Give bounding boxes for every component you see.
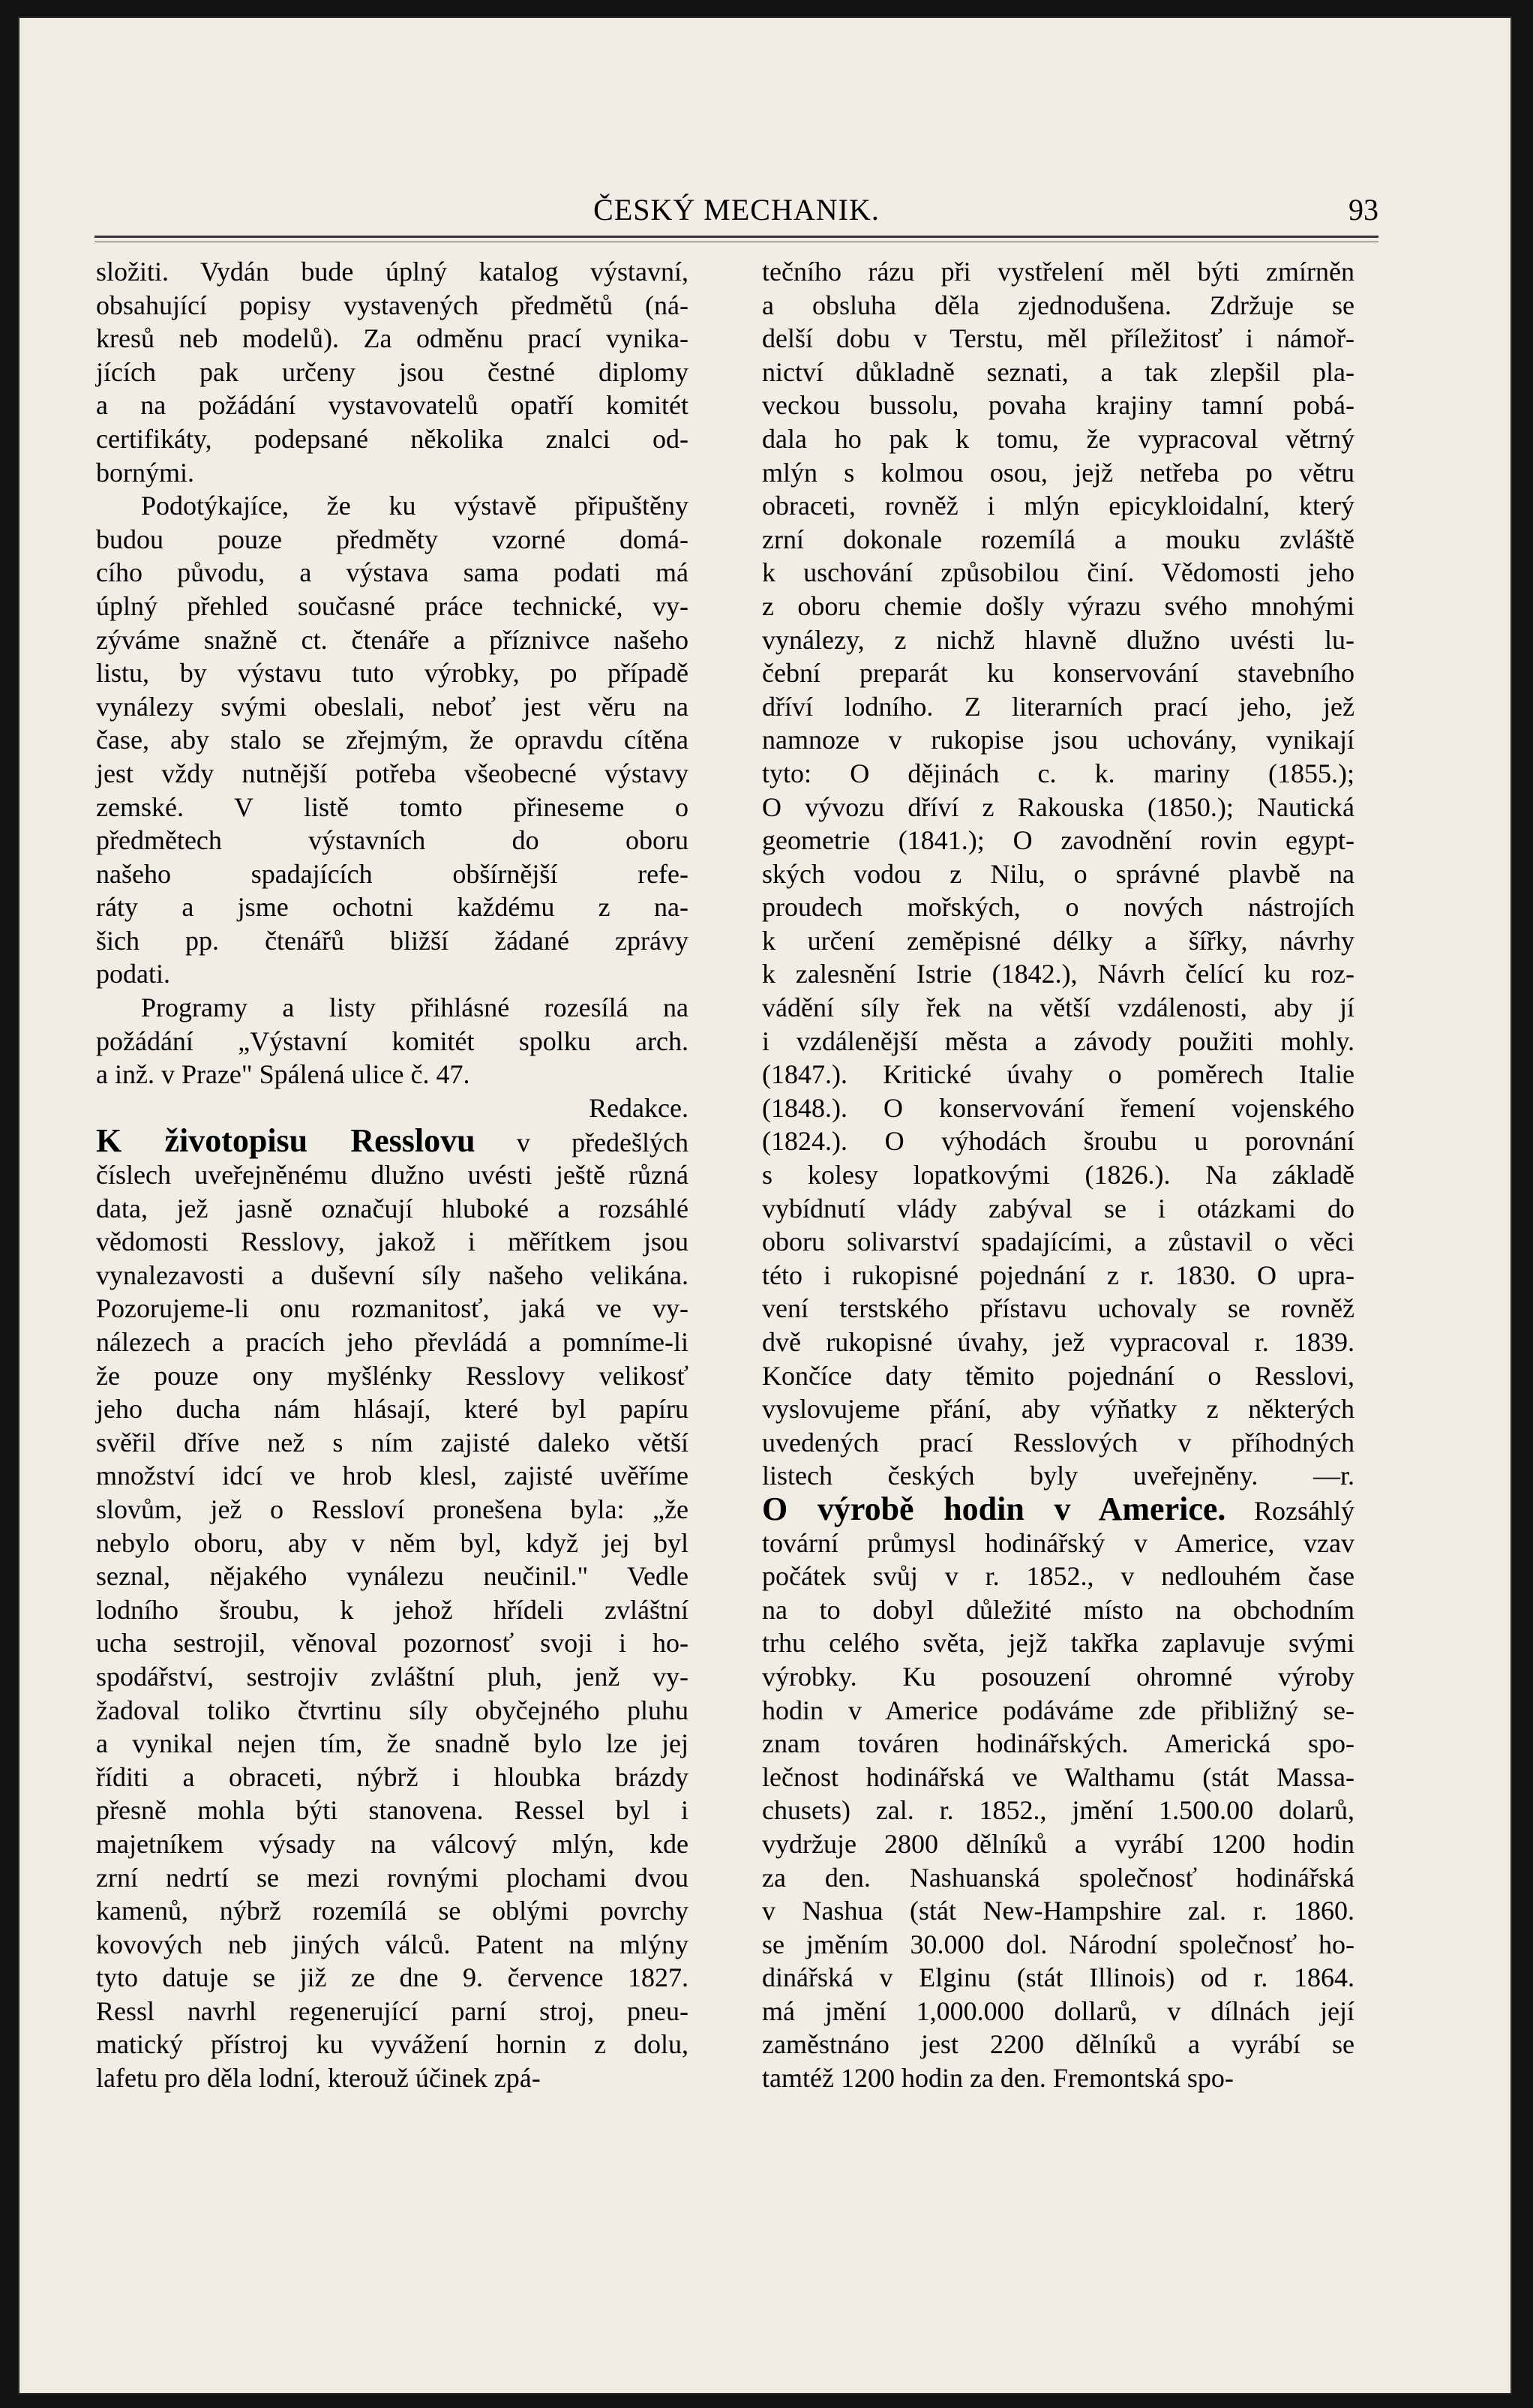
text-line: žadoval toliko čtvrtinu síly obyčejného pluhu [96, 1695, 688, 1725]
text-line: že pouze ony myšlénky Resslovy velikosť [96, 1360, 688, 1391]
text-line: data, jež jasně označují hluboké a rozsáhlé [96, 1193, 688, 1224]
text-line: geometrie (1841.); O zavodnění rovin egypt- [762, 825, 1354, 856]
text-line: dvě rukopisné úvahy, jež vypracoval r. 1839. [762, 1327, 1354, 1357]
section-heading: O výrobě hodin v Americe. [762, 1490, 1226, 1527]
text-line: úplný přehled současné práce technické, vy- [96, 590, 688, 621]
text-line: má jmění 1,000.000 dollarů, v dílnách její [762, 1995, 1354, 2026]
left-column [96, 255, 688, 2095]
text-line: lafetu pro děla lodní, kterouž účinek zpá- [96, 2063, 541, 2094]
text-line: nebylo oboru, aby v něm byl, když jej byl [96, 1527, 688, 1558]
text-line: zýváme snažně ct. čtenáře a příznivce našeho [96, 624, 688, 655]
text-line: matický přístroj ku vyvážení hornin z dolu, [96, 2029, 688, 2060]
text-line: požádání „Výstavní komitét spolku arch. [96, 1025, 688, 1056]
text-line: Programy a listy přihlásné rozesílá na [141, 992, 688, 1023]
text-line: obraceti, rovněž i mlýn epicykloidalní, který [762, 491, 1354, 521]
text-line: uvedených prací Resslových v příhodných [762, 1427, 1354, 1458]
text-line: mlýn s kolmou osou, jejž netřeba po větru [762, 457, 1354, 488]
text-line: ucha sestrojil, věnoval pozornosť svoji i ho- [96, 1628, 688, 1659]
text-line: v Nashua (stát New-Hampshire zal. r. 1860. [762, 1896, 1354, 1926]
text-line: svěřil dříve než s ním zajisté daleko větší [96, 1427, 688, 1458]
text-line: přesně mohla býti stanovena. Ressel byl i [96, 1795, 688, 1826]
text-line: podati. [96, 959, 170, 989]
text-line: na to dobyl důležité místo na obchodním [762, 1594, 1354, 1625]
text-line: O vývozu dříví z Rakouska (1850.); Nautická [762, 791, 1354, 822]
text-line: vynalezavosti a duševní síly našeho velikána. [96, 1260, 688, 1290]
running-header [94, 189, 1378, 234]
text-line: a inž. v Praze" Spálená ulice č. 47. [96, 1059, 470, 1090]
text-line: říditi a obraceti, nýbrž i hloubka brázdy [96, 1761, 688, 1792]
text-line: tamtéž 1200 hodin za den. Fremontská spo- [762, 2063, 1234, 2094]
text-line: cího původu, a výstava sama podati má [96, 557, 688, 588]
journal-title: ČESKÝ MECHANIK. [593, 193, 880, 227]
text-line: slovům, jež o Ressloví pronešena byla: „že [96, 1494, 688, 1524]
text-line: se jměním 30.000 dol. Národní společnosť ho- [762, 1929, 1354, 1959]
text-line: kovových neb jiných válců. Patent na mlýny [96, 1929, 688, 1959]
text-line: počátek svůj v r. 1852., v nedlouhém čase [762, 1561, 1354, 1592]
text-line: a obsluha děla zjednodušena. Zdržuje se [762, 290, 1354, 320]
text-line: nálezech a pracích jeho převládá a pomníme-li [96, 1327, 688, 1357]
text-line: obsahující popisy vystavených předmětů (ná- [96, 290, 688, 320]
text-line: certifikáty, podepsané několika znalci od- [96, 423, 688, 454]
page-number: 93 [1348, 193, 1378, 227]
text-line: množství idcí ve hrob klesl, zajisté uvěříme [96, 1461, 688, 1491]
text-line: hodin v Americe podáváme zde přibližný se- [762, 1695, 1354, 1725]
header-rule-thick [94, 236, 1378, 238]
text-line: vědomosti Resslovy, jakož i měřítkem jsou [96, 1227, 688, 1257]
text-line: delší dobu v Terstu, měl příležitosť i námoř- [762, 323, 1354, 354]
text-line: znam továren hodinářských. Americká spo- [762, 1728, 1354, 1759]
text-line: vynálezy, z nichž hlavně dlužno uvésti lu- [762, 624, 1354, 655]
text-line: majetníkem výsady na válcový mlýn, kde [96, 1828, 688, 1859]
text-line: vydržuje 2800 dělníků a vyrábí 1200 hodin [762, 1828, 1354, 1859]
text-line: tyto: O dějinách c. k. mariny (1855.); [762, 758, 1354, 788]
text-line: i vzdálenější města a závody použiti mohly. [762, 1025, 1354, 1056]
text-line: proudech mořských, o nových nástrojích [762, 892, 1354, 923]
text-line: a na požádání vystavovatelů opatří komitét [96, 390, 688, 421]
text-line: (1848.). O konservování řemení vojenského [762, 1092, 1354, 1123]
text-line: s kolesy lopatkovými (1826.). Na základě [762, 1160, 1354, 1190]
text-line: Podotýkajíce, že ku výstavě připuštěny [141, 491, 688, 521]
text-line: k uschování způsobilou činí. Vědomosti jeho [762, 557, 1354, 588]
text-line: Končíce daty těmito pojednání o Resslovi, [762, 1360, 1354, 1391]
text-line: dala ho pak k tomu, že vypracoval větrný [762, 423, 1354, 454]
section-heading: K životopisu Resslovu [96, 1122, 476, 1160]
text-line: seznal, nějakého vynálezu neučinil." Vedle [96, 1561, 688, 1592]
text-line: lodního šroubu, k jehož hřídeli zvláštní [96, 1594, 688, 1625]
text-line: listu, by výstavu tuto výrobky, po případě [96, 658, 688, 689]
text-line: dříví lodního. Z literarních prací jeho, jež [762, 691, 1354, 722]
text-line: Pozorujeme-li onu rozmanitosť, jaká ve vy- [96, 1293, 688, 1324]
text-line: našeho spadajících obšírnější refe- [96, 858, 688, 889]
text-line: vení terstského přístavu uchovaly se rovněž [762, 1293, 1354, 1324]
text-line: a vynikal nejen tím, že snadně bylo lze jej [96, 1728, 688, 1759]
text-line: jest vždy nutnější potřeba všeobecné výstavy [96, 758, 688, 788]
text-line: složiti. Vydán bude úplný katalog výstavní, [96, 257, 688, 287]
text-line: za den. Nashuanská společnosť hodinářská [762, 1862, 1354, 1893]
text-line: spodářství, sestrojiv zvláštní pluh, jenž vy- [96, 1661, 688, 1692]
text-line: Redakce. [589, 1092, 688, 1123]
text-line: kresů neb modelů). Za odměnu prací vynika- [96, 323, 688, 354]
text-line: číslech uveřejněnému dlužno uvésti ještě různá [96, 1160, 688, 1190]
text-line: (1847.). Kritické úvahy o poměrech Italie [762, 1059, 1354, 1090]
text-line: šich pp. čtenářů bližší žádané zprávy [96, 925, 688, 956]
text-line: k zalesnění Istrie (1842.), Návrh čelící ku roz- [762, 959, 1354, 989]
text-line: veckou bussolu, povaha krajiny tamní pobá- [762, 390, 1354, 421]
text-line: K životopisu Resslovu v předešlých [96, 1122, 689, 1160]
text-line: vádění síly řek na větší vzdálenosti, aby jí [762, 992, 1354, 1023]
text-line: výrobky. Ku posouzení ohromné výroby [762, 1661, 1354, 1692]
text-line: vyslovujeme přání, aby výňatky z některých [762, 1394, 1354, 1425]
text-line: nictví důkladně seznati, a tak zlepšil pla- [762, 356, 1354, 387]
text-line: namnoze v rukopise jsou uchovány, vynikají [762, 725, 1354, 755]
text-line: (1824.). O výhodách šroubu u porovnání [762, 1126, 1354, 1157]
text-line: tečního rázu při vystřelení měl býti zmírněn [762, 257, 1354, 287]
text-line: vynálezy svými obeslali, neboť jest věru na [96, 691, 688, 722]
text-line: trhu celého světa, jejž takřka zaplavuje svými [762, 1628, 1354, 1659]
text-line: Ressl navrhl regenerující parní stroj, pneu- [96, 1995, 688, 2026]
text-line: jících pak určeny jsou čestné diplomy [96, 356, 688, 387]
text-line: předmětech výstavních do oboru [96, 825, 688, 856]
text-line: zrní dokonale rozemílá a mouku zvláště [762, 524, 1354, 554]
text-line: zemské. V listě tomto přineseme o [96, 791, 688, 822]
text-line: zaměstnáno jest 2200 dělníků a vyrábí se [762, 2029, 1354, 2060]
text-line: čební preparát ku konservování stavebního [762, 658, 1354, 689]
text-line: k určení zeměpisné délky a šířky, návrhy [762, 925, 1354, 956]
text-line: budou pouze předměty vzorné domá- [96, 524, 688, 554]
text-line: chusets) zal. r. 1852., jmění 1.500.00 dolarů, [762, 1795, 1354, 1826]
text-line: O výrobě hodin v Americe. Rozsáhlý [762, 1490, 1355, 1527]
right-column [762, 255, 1354, 2095]
text-line: ráty a jsme ochotni každému z na- [96, 892, 688, 923]
text-line: ských vodou z Nilu, o správné plavbě na [762, 858, 1354, 889]
text-line: zrní nedrtí se mezi rovnými plochami dvou [96, 1862, 688, 1893]
text-line: z oboru chemie došly výrazu svého mnohými [762, 590, 1354, 621]
text-line: listech českých byly uveřejněny. —r. [762, 1461, 1354, 1491]
text-line: tyto datuje se již ze dne 9. července 1827. [96, 1962, 688, 1993]
text-line: čase, aby stalo se zřejmým, že opravdu cítěna [96, 725, 688, 755]
text-line: oboru solivarství spadajícími, a zůstavil o věci [762, 1227, 1354, 1257]
text-line: vybídnutí vlády zabýval se i otázkami do [762, 1193, 1354, 1224]
text-line: bornými. [96, 457, 194, 488]
text-line: tovární průmysl hodinářský v Americe, vzav [762, 1527, 1354, 1558]
text-line: dinářská v Elginu (stát Illinois) od r. 1864. [762, 1962, 1354, 1993]
text-line: jeho ducha nám hlásají, které byl papíru [96, 1394, 688, 1425]
text-line: této i rukopisné pojednání z r. 1830. O upra- [762, 1260, 1354, 1290]
text-line: kamenů, nýbrž rozemílá se oblými povrchy [96, 1896, 688, 1926]
text-line: lečnost hodinářská ve Walthamu (stát Massa- [762, 1761, 1354, 1792]
